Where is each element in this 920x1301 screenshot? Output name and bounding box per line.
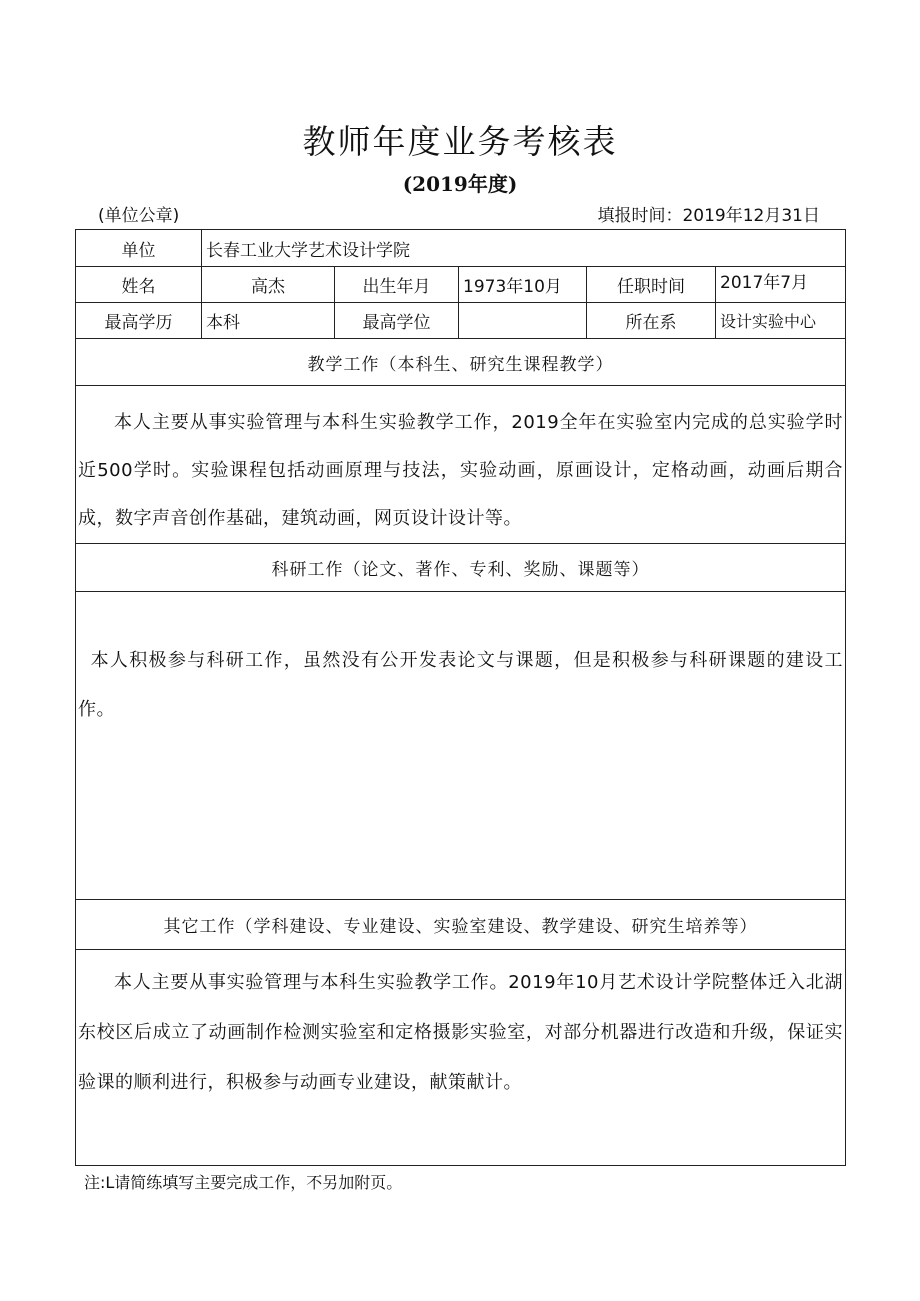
- form-year: (2019年度): [402, 172, 518, 196]
- research-text: 本人积极参与科研工作，虽然没有公开发表论文与课题，但是积极参与科研课题的建设工作。: [78, 650, 844, 720]
- research-body-row: [76, 592, 846, 900]
- teaching-heading: 教学工作（本科生、研究生课程教学）: [76, 339, 846, 386]
- footer-note: 注:L请简练填写主要完成工作，不另加附页。: [84, 1173, 403, 1192]
- other-body-cell: [76, 950, 846, 1166]
- dept-label: 所在系: [587, 303, 716, 339]
- teaching-text: 本人主要从事实验管理与本科生实验教学工作，2019全年在实验室内完成的总实验学时近500学时。实验课程包括动画原理与技法，实验动画，原画设计，定格动画，动画后期合成，数字声音创作基础，建筑动画，网页设计设计等。: [78, 412, 844, 529]
- birth-value: 1973年10月: [459, 267, 587, 303]
- other-heading-row: [76, 900, 846, 950]
- degree-value: [459, 303, 587, 339]
- teaching-body-row: [76, 386, 846, 544]
- form-title: 教师年度业务考核表: [302, 122, 618, 161]
- dept-value: 设计实验中心: [716, 303, 846, 339]
- edu-value: 本科: [202, 303, 335, 339]
- row-name: [76, 267, 846, 303]
- row-education: [76, 303, 846, 339]
- research-heading: 科研工作（论文、著作、专利、奖励、课题等）: [76, 544, 846, 592]
- name-label: 姓名: [76, 267, 202, 303]
- unit-label: 单位: [76, 230, 202, 267]
- birth-label: 出生年月: [335, 267, 459, 303]
- other-text: 本人主要从事实验管理与本科生实验教学工作。2019年10月艺术设计学院整体迁入北湖东校区后成立了动画制作检测实验室和定格摄影实验室，对部分机器进行改造和升级，保证实验课的顺利进行，积极参与动画专业建设，献策献计。: [78, 972, 844, 1093]
- unit-seal-label: (单位公章): [98, 206, 180, 226]
- assessment-table: [75, 229, 846, 1166]
- degree-label: 最高学位: [335, 303, 459, 339]
- edu-label: 最高学历: [76, 303, 202, 339]
- teaching-heading-row: [76, 339, 846, 386]
- name-value: 高杰: [202, 267, 335, 303]
- other-body-row: [76, 950, 846, 1166]
- appoint-label: 任职时间: [587, 267, 716, 303]
- unit-value: 长春工业大学艺术设计学院: [202, 230, 846, 267]
- row-unit: [76, 230, 846, 267]
- appoint-value: 2017年7月: [716, 267, 846, 303]
- teaching-body-cell: [76, 386, 846, 544]
- research-heading-row: [76, 544, 846, 592]
- research-body-cell: [76, 592, 846, 900]
- other-heading: 其它工作（学科建设、专业建设、实验室建设、教学建设、研究生培养等）: [76, 900, 846, 950]
- fill-date: 填报时间：2019年12月31日: [597, 206, 820, 226]
